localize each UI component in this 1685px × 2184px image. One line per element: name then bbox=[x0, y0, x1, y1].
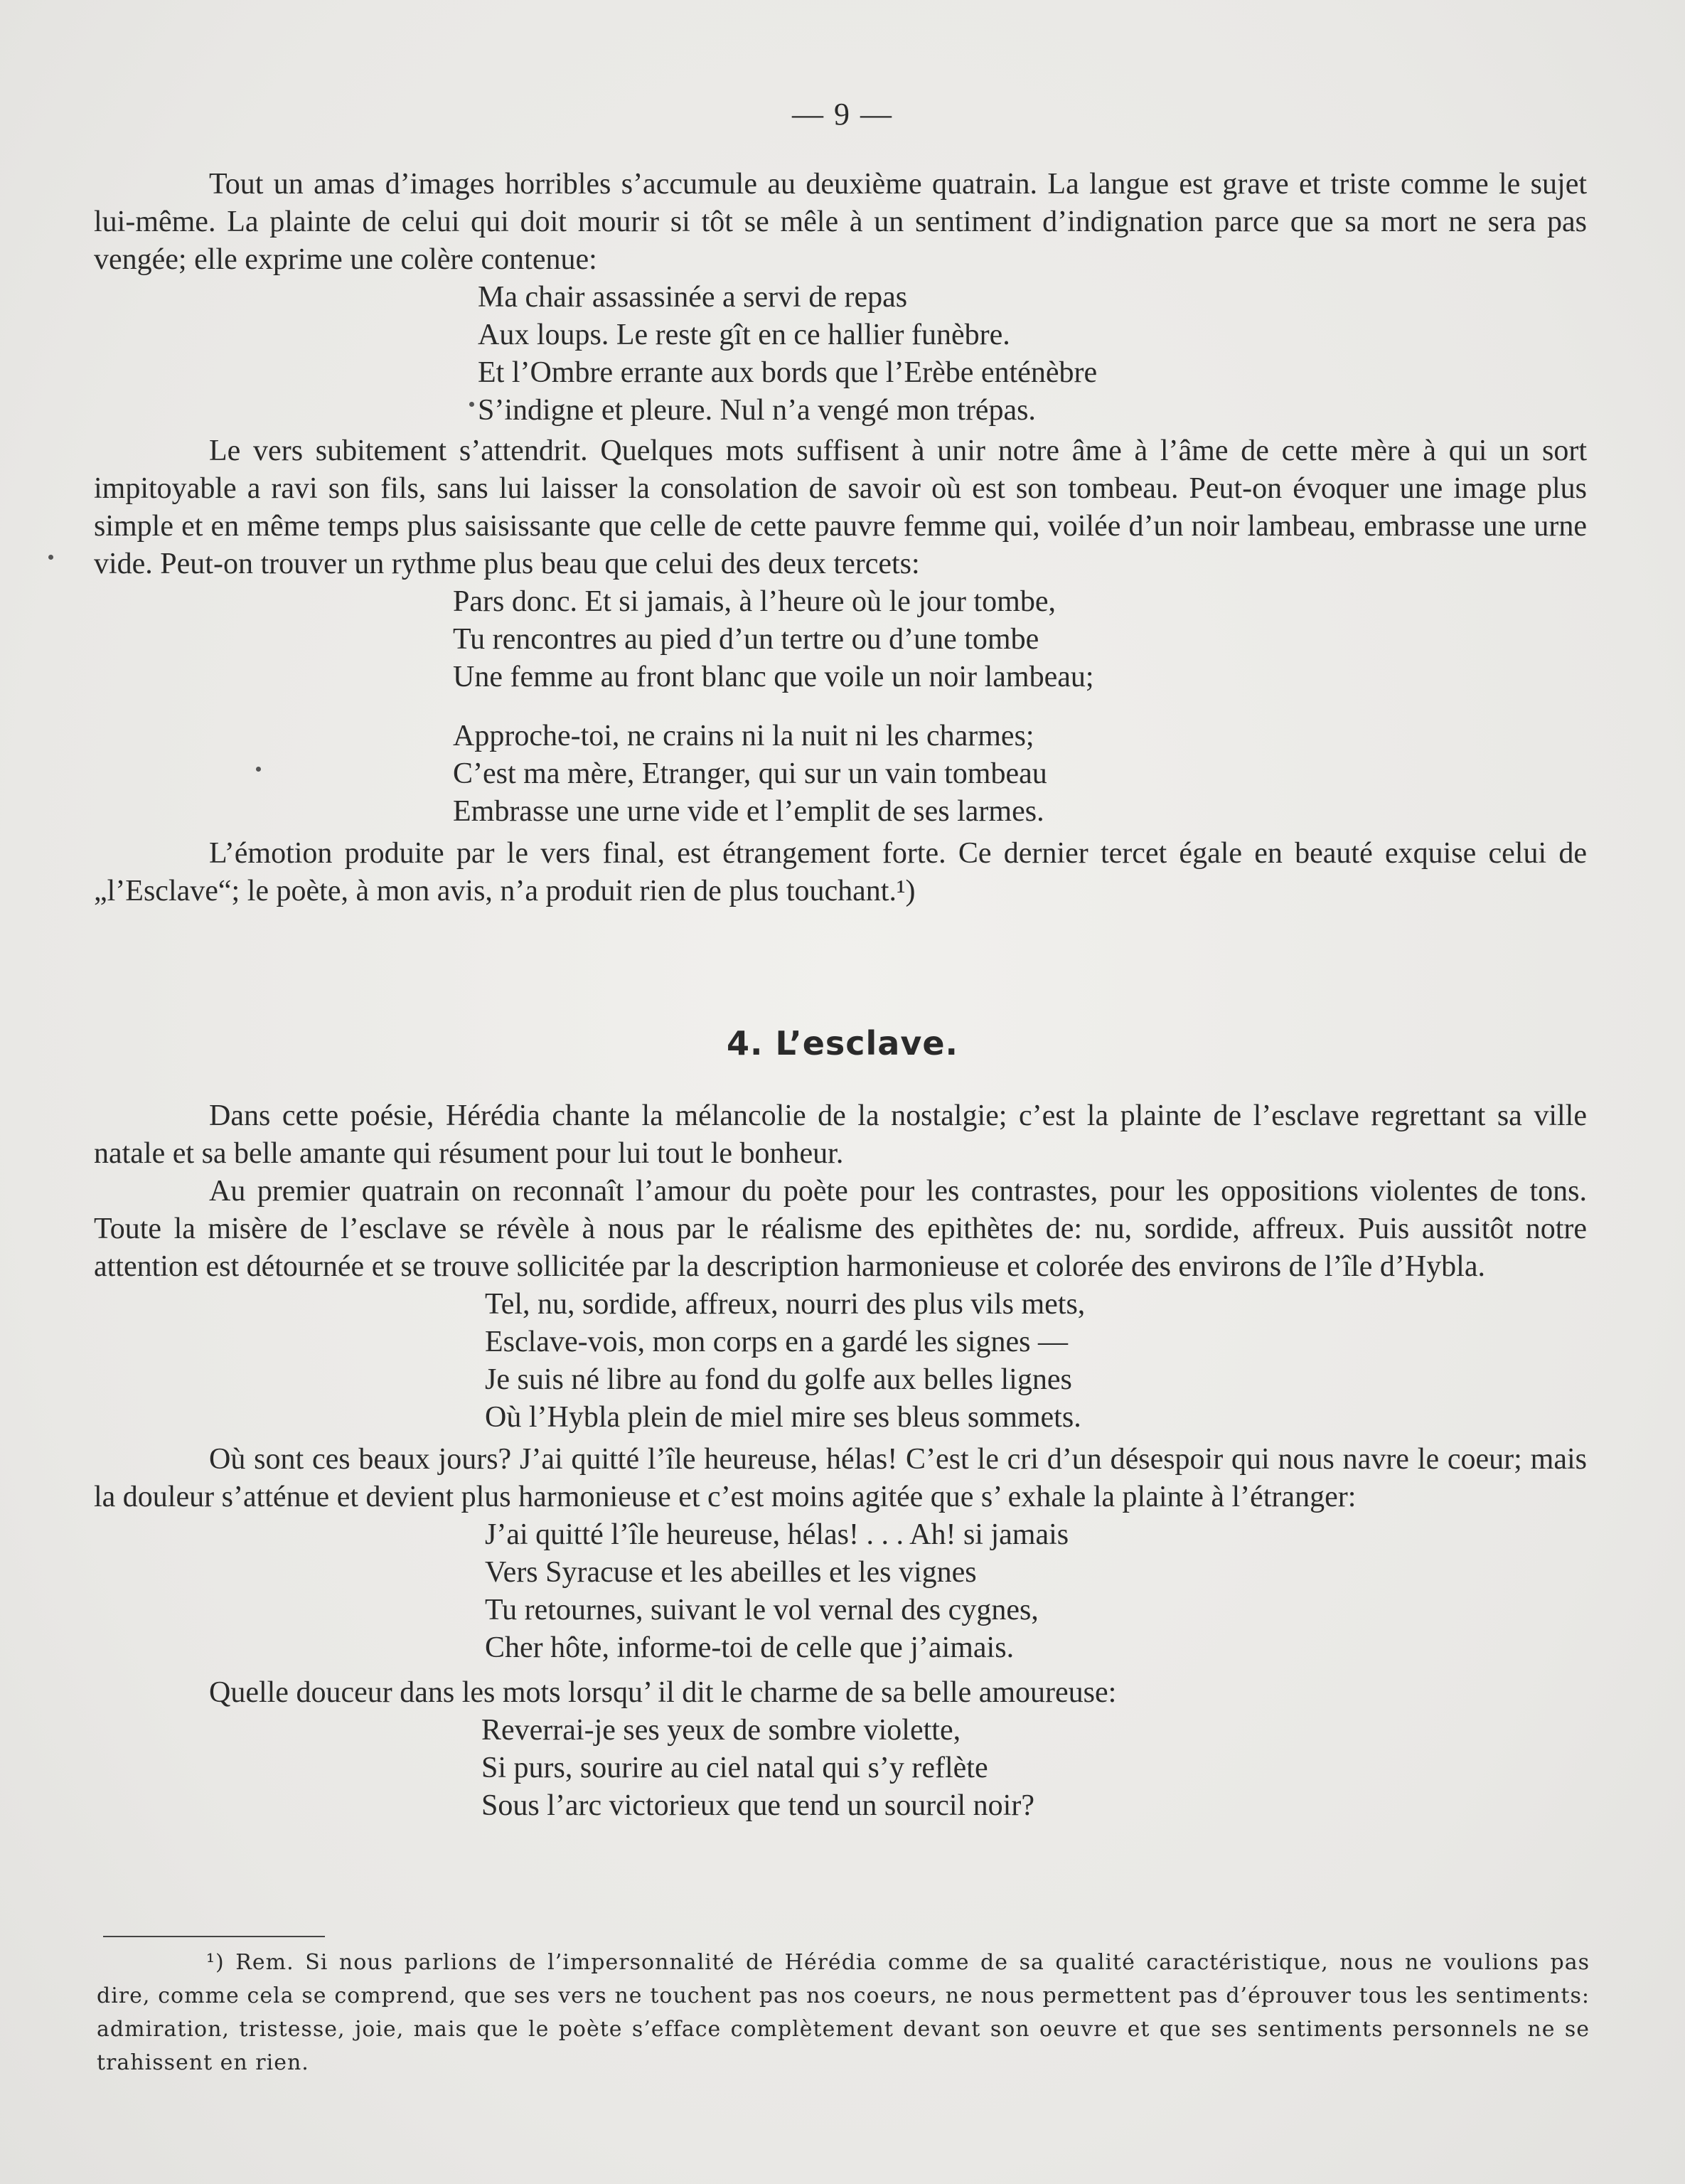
verse-block bbox=[478, 279, 1587, 430]
verse-line: S’indigne et pleure. Nul n’a vengé mon trépas. bbox=[478, 394, 1036, 427]
section-heading: 4. L’esclave. bbox=[726, 1024, 958, 1062]
page-number: — 9 — bbox=[792, 97, 893, 132]
verse-line: Si purs, sourire au ciel natal qui s’y reflète bbox=[481, 1752, 988, 1784]
paragraph: Tout un amas d’images horribles s’accumule au deuxième quatrain. La langue est grave et triste comme le sujet lui-même. La plainte de celui qui doit mourir si tôt se mêle à un sentiment d’indignation parce que sa mort ne sera pas vengée; elle exprime une colère contenue: bbox=[94, 168, 1587, 276]
verse-line: Pars donc. Et si jamais, à l’heure où le jour tombe, bbox=[453, 585, 1056, 618]
verse-line: Esclave-vois, mon corps en a gardé les signes — bbox=[485, 1326, 1068, 1358]
verse-line: Vers Syracuse et les abeilles et les vignes bbox=[485, 1556, 977, 1589]
verse-block bbox=[485, 1516, 1587, 1667]
verse-line: J’ai quitté l’île heureuse, hélas! . . . Ah! si jamais bbox=[485, 1518, 1069, 1551]
verse-line: C’est ma mère, Etranger, qui sur un vain tombeau bbox=[453, 757, 1047, 790]
scan-speck bbox=[256, 767, 261, 772]
paragraph: Quelle douceur dans les mots lorsqu’ il dit le charme de sa belle amoureuse: bbox=[209, 1676, 1117, 1709]
scan-speck bbox=[48, 555, 53, 560]
footnote-rule bbox=[103, 1936, 325, 1937]
verse-line: Sous l’arc victorieux que tend un sourcil noir? bbox=[481, 1789, 1034, 1822]
verse-block bbox=[485, 1286, 1587, 1437]
scan-speck bbox=[469, 402, 474, 407]
verse-line: Et l’Ombre errante aux bords que l’Erèbe enténèbre bbox=[478, 356, 1098, 389]
verse-line: Une femme au front blanc que voile un noir lambeau; bbox=[453, 661, 1094, 693]
verse-line: Je suis né libre au fond du golfe aux belles lignes bbox=[485, 1363, 1072, 1396]
verse-line: Approche-toi, ne crains ni la nuit ni les charmes; bbox=[453, 720, 1034, 752]
verse-line: Tel, nu, sordide, affreux, nourri des plus vils mets, bbox=[485, 1288, 1086, 1321]
paragraph: Où sont ces beaux jours? J’ai quitté l’île heureuse, hélas! C’est le cri d’un désespoir qui nous navre le coeur; mais la douleur s’atténue et devient plus harmonieuse et c’est moins agitée que s’ exhale la plainte à l’étranger: bbox=[94, 1443, 1587, 1513]
verse-line: Ma chair assassinée a servi de repas bbox=[478, 281, 908, 314]
section-1 bbox=[94, 166, 1587, 910]
paragraph: Le vers subitement s’attendrit. Quelques mots suffisent à unir notre âme à l’âme de cette mère à qui un sort impitoyable a ravi son fils, sans lui laisser la consolation de savoir où est son tombeau. Peut-on évoquer une image plus simple et en même temps plus saisissante que celle de cette pauvre femme qui, voilée d’un noir lambeau, embrasse une urne vide. Peut-on trouver un rythme plus beau que celui des deux tercets: bbox=[94, 435, 1587, 580]
verse-line: Tu retournes, suivant le vol vernal des cygnes, bbox=[485, 1594, 1039, 1626]
footnote bbox=[97, 1946, 1590, 2079]
verse-block bbox=[453, 583, 1587, 696]
verse-line: Cher hôte, informe-toi de celle que j’aimais. bbox=[485, 1631, 1015, 1664]
verse-line: Où l’Hybla plein de miel mire ses bleus sommets. bbox=[485, 1401, 1081, 1434]
paragraph: Au premier quatrain on reconnaît l’amour du poète pour les contrastes, pour les oppositions violentes de tons. Toute la misère de l’esclave se révèle à nous par le réalisme des epithètes de: nu, sordide, affreux. Puis aussitôt notre attention est détournée et se trouve sollicitée par la description harmonieuse et colorée des environs de l’île d’Hybla. bbox=[94, 1175, 1587, 1283]
paragraph: Dans cette poésie, Hérédia chante la mélancolie de la nostalgie; c’est la plainte de l’esclave regrettant sa ville natale et sa belle amante qui résument pour lui tout le bonheur. bbox=[94, 1099, 1587, 1170]
verse-line: Tu rencontres au pied d’un tertre ou d’une tombe bbox=[453, 623, 1039, 656]
verse-line: Embrasse une urne vide et l’emplit de ses larmes. bbox=[453, 795, 1044, 828]
verse-block bbox=[481, 1712, 1587, 1825]
verse-block bbox=[453, 718, 1587, 831]
footnote-text: ¹) Rem. Si nous parlions de l’impersonnalité de Hérédia comme de sa qualité caractéristique, nous ne voulions pas dire, comme cela se comprend, que ses vers ne touchent pas nos coeurs, ne nous permettent pas d’éprouver tous les sentiments: admiration, tristesse, joie, mais que le poète s’efface complètement devant son oeuvre et que ses sentiments personnels ne se trahissent en rien. bbox=[97, 1950, 1590, 2075]
paragraph: L’émotion produite par le vers final, est étrangement forte. Ce dernier tercet égale en beauté exquise celui de „l’Esclave“; le poète, à mon avis, n’a produit rien de plus touchant.¹) bbox=[94, 837, 1587, 907]
section-2 bbox=[94, 1097, 1587, 1825]
verse-line: Reverrai-je ses yeux de sombre violette, bbox=[481, 1714, 961, 1747]
verse-line: Aux loups. Le reste gît en ce hallier funèbre. bbox=[478, 319, 1010, 351]
